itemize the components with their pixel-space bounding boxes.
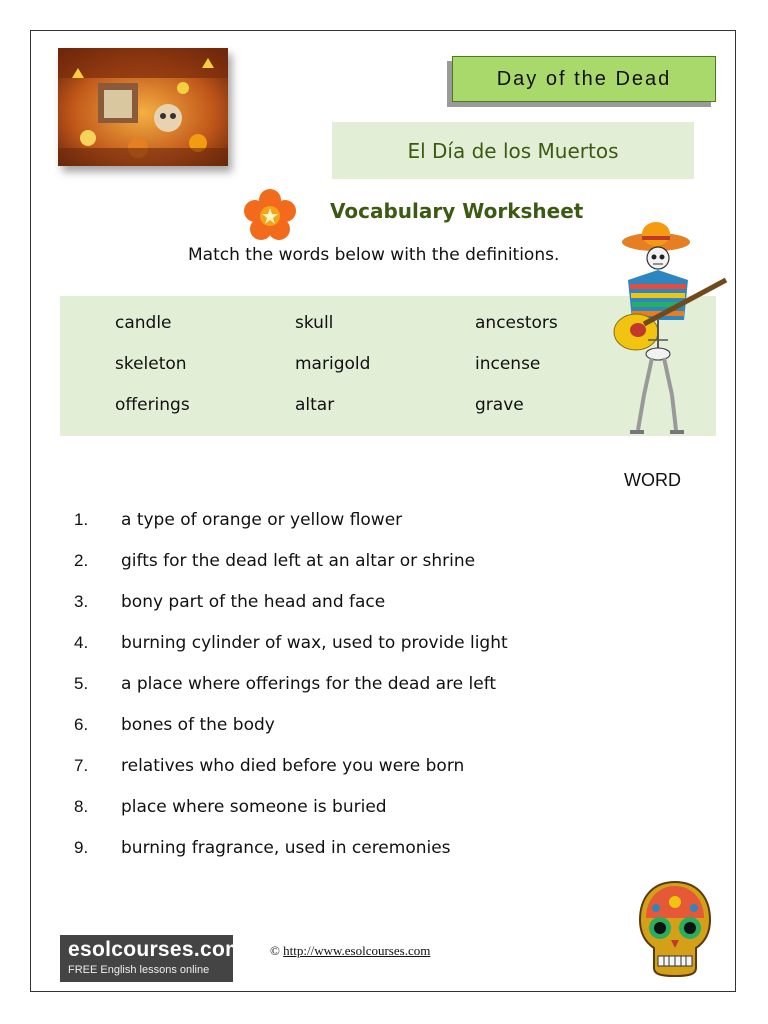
word-bank-item: ancestors — [475, 313, 558, 333]
definition-number: 6. — [74, 715, 89, 734]
definition-text: bones of the body — [121, 715, 275, 735]
definition-text: bony part of the head and face — [121, 592, 386, 612]
word-bank-item: skull — [295, 313, 334, 333]
copyright-notice — [270, 943, 430, 959]
word-bank-item: offerings — [115, 395, 190, 415]
definition-number: 3. — [74, 592, 89, 611]
altar-photo — [58, 48, 228, 166]
word-bank-item: marigold — [295, 354, 371, 374]
worksheet-title: Vocabulary Worksheet — [330, 199, 584, 223]
page-subtitle: El Día de los Muertos — [407, 138, 619, 163]
definition-number: 5. — [74, 674, 89, 693]
definition-text: burning cylinder of wax, used to provide light — [121, 633, 508, 653]
definition-text: place where someone is buried — [121, 797, 387, 817]
definition-text: gifts for the dead left at an altar or shrine — [121, 551, 476, 571]
definition-number: 8. — [74, 797, 89, 816]
definition-number: 4. — [74, 633, 89, 652]
definition-number: 2. — [74, 551, 89, 570]
marigold-flower-icon — [242, 188, 298, 242]
page-title: Day of the Dead — [496, 67, 672, 90]
definition-text: a type of orange or yellow flower — [121, 510, 403, 530]
sugar-skull-icon — [636, 878, 714, 978]
definition-text: relatives who died before you were born — [121, 756, 465, 776]
definition-number: 7. — [74, 756, 89, 775]
instruction-text: Match the words below with the definitions. — [188, 245, 560, 265]
copyright-link[interactable]: http://www.esolcourses.com — [283, 943, 431, 958]
word-bank-item: candle — [115, 313, 172, 333]
logo-main-text: esolcourses.com — [68, 938, 245, 961]
word-bank-item: incense — [475, 354, 541, 374]
mariachi-skeleton-image — [598, 220, 734, 438]
logo-tagline: FREE English lessons online — [68, 964, 210, 976]
definition-number: 9. — [74, 838, 89, 857]
definition-number: 1. — [74, 510, 89, 529]
word-column-header: WORD — [624, 470, 681, 490]
subtitle-box — [332, 122, 694, 179]
copyright-symbol: © — [270, 943, 280, 958]
definition-text: burning fragrance, used in ceremonies — [121, 838, 451, 858]
word-bank-item: grave — [475, 395, 524, 415]
esolcourses-logo[interactable] — [60, 935, 245, 982]
title-box — [452, 56, 716, 102]
definition-text: a place where offerings for the dead are left — [121, 674, 497, 694]
word-bank-item: altar — [295, 395, 335, 415]
word-bank-item: skeleton — [115, 354, 187, 374]
